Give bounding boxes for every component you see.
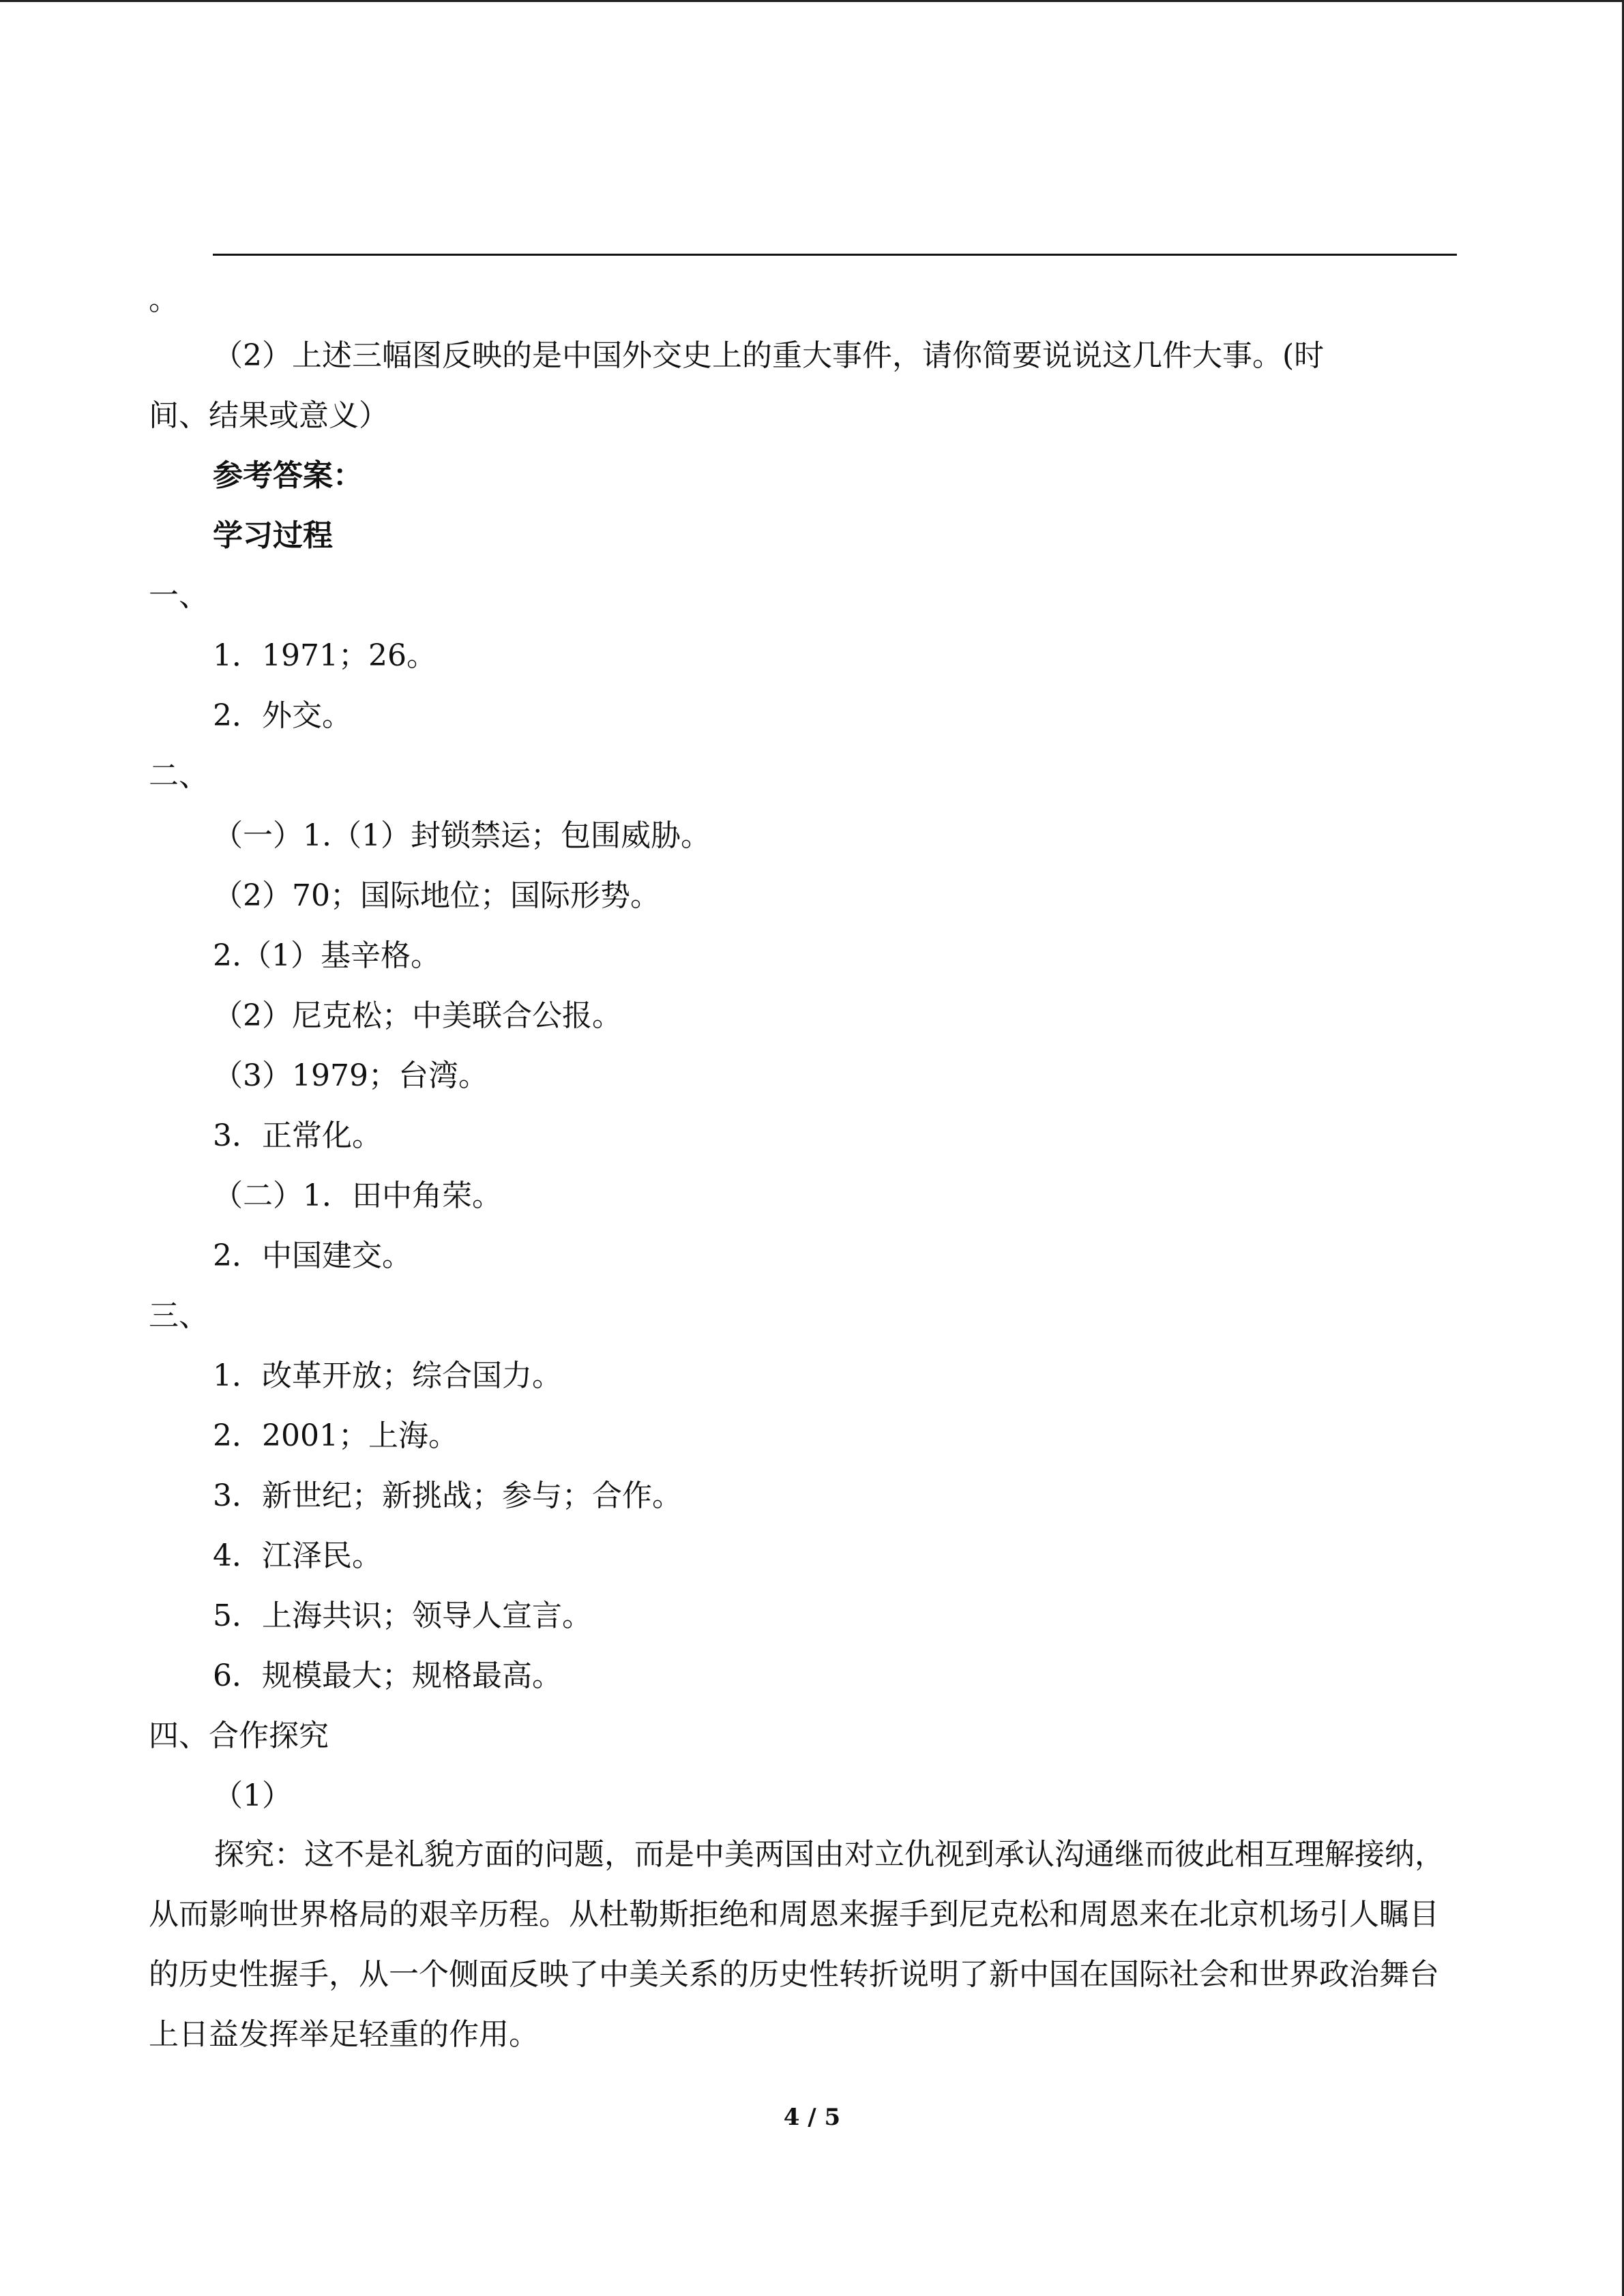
- section-4-title: 四、合作探究: [149, 1718, 329, 1753]
- section-2-item: （一）1.（1）封锁禁运；包围威胁。: [213, 818, 711, 853]
- section-2-item: （2）尼克松；中美联合公报。: [213, 998, 622, 1033]
- section-3-item: 2．2001；上海。: [213, 1418, 458, 1453]
- section-3-item: 3．新世纪；新挑战；参与；合作。: [213, 1478, 682, 1513]
- section-4-subitem: （1）: [213, 1778, 292, 1813]
- page-border-top: [0, 0, 1624, 2]
- question-end-mark: 。: [149, 282, 179, 317]
- section-3-item: 4．江泽民。: [213, 1538, 382, 1573]
- section-2-item: （3）1979；台湾。: [213, 1058, 488, 1093]
- section-2-item: （二）1．田中角荣。: [213, 1178, 502, 1213]
- section-1-title: 一、: [149, 578, 209, 613]
- answers-heading: 参考答案：: [213, 458, 363, 493]
- section-3-item: 1．改革开放；综合国力。: [213, 1358, 562, 1393]
- question-2-line-1: （2）上述三幅图反映的是中国外交史上的重大事件，请你简要说说这几件大事。(时: [213, 338, 1325, 373]
- section-2-item: 2．中国建交。: [213, 1238, 412, 1273]
- section-2-item: 3．正常化。: [213, 1118, 382, 1153]
- section-2-item: （2）70；国际地位；国际形势。: [213, 878, 660, 913]
- section-3-title: 三、: [149, 1298, 209, 1333]
- answer-blank-line: [213, 254, 1457, 256]
- section-4-paragraph: 探究：这不是礼貌方面的问题，而是中美两国由对立仇视到承认沟通继而彼此相互理解接纳，从而影响世界格局的艰辛历程。从杜勒斯拒绝和周恩来握手到尼克松和周恩来在北京机场引人瞩目的历史性握手，从一个侧面反映了中美关系的历史性转折说明了新中国在国际社会和世界政治舞台上日益发挥举足轻重的作用。: [149, 1837, 1445, 2052]
- section-1-item: 1．1971；26。: [213, 638, 437, 673]
- section-3-item: 5．上海共识；领导人宣言。: [213, 1598, 592, 1633]
- page-number: 4 / 5: [783, 2104, 841, 2131]
- section-3-item: 6．规模最大；规格最高。: [213, 1658, 562, 1693]
- answers-subheading: 学习过程: [213, 518, 333, 553]
- section-2-item: 2.（1）基辛格。: [213, 938, 441, 973]
- question-2-line-2: 间、结果或意义）: [149, 398, 389, 433]
- section-2-title: 二、: [149, 758, 209, 793]
- section-1-item: 2．外交。: [213, 698, 352, 733]
